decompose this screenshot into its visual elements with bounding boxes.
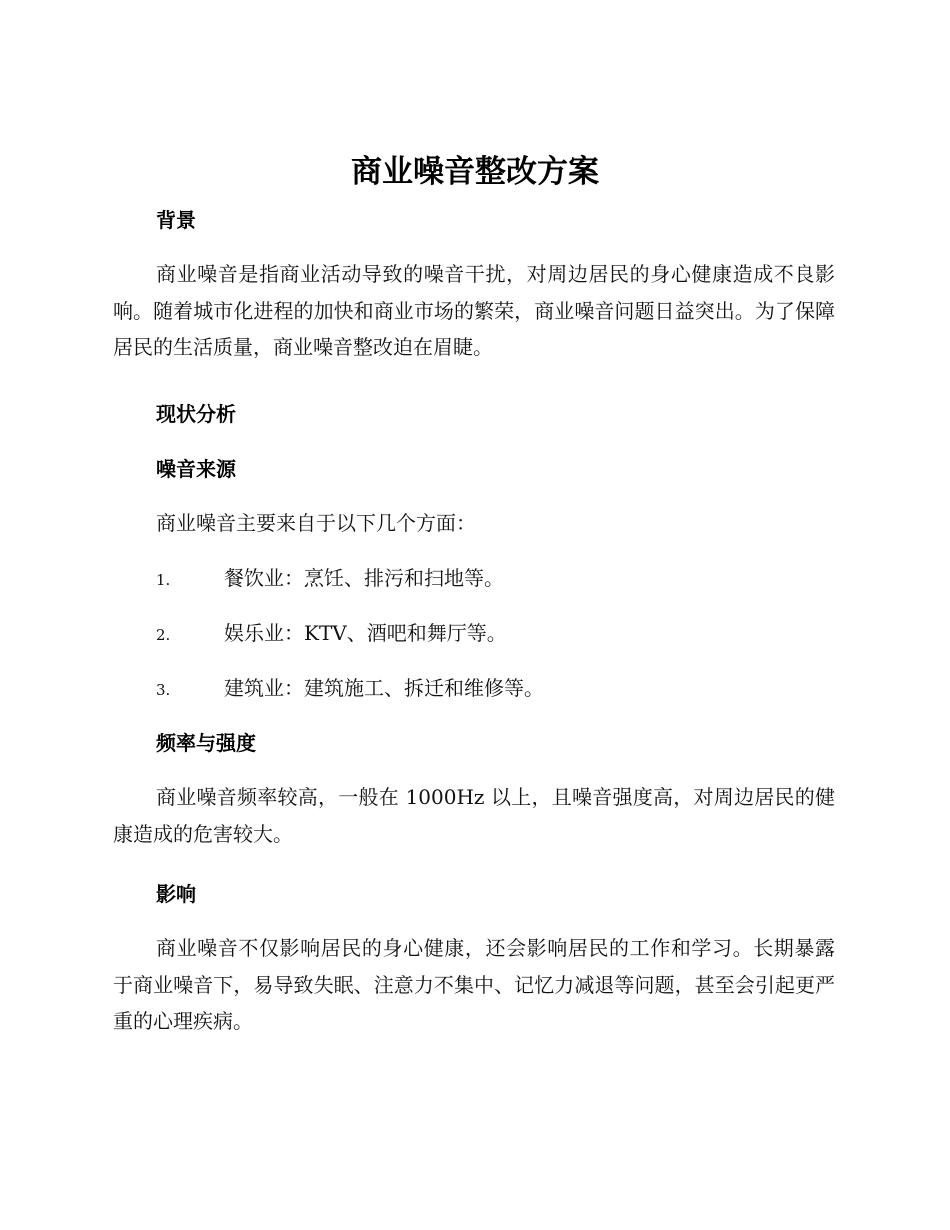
list-item-text: 建筑业：建筑施工、拆迁和维修等。 [224,676,544,700]
paragraph-background: 商业噪音是指商业活动导致的噪音干扰，对周边居民的身心健康造成不良影响。随着城市化进程的加快和商业市场的繁荣，商业噪音问题日益突出。为了保障居民的生活质量，商业噪音整改迫在眉睫。 [113,262,835,359]
paragraph-impact: 商业噪音不仅影响居民的身心健康，还会影响居民的工作和学习。长期暴露于商业噪音下，易导致失眠、注意力不集中、记忆力减退等问题，甚至会引起更严重的心理疾病。 [113,936,835,1033]
list-item [156,619,856,647]
list-item-text: 餐饮业：烹饪、排污和扫地等。 [224,566,504,590]
list-item-number: 2. [156,626,171,644]
heading-impact: 影响 [156,882,196,906]
list-item-number: 3. [156,681,171,699]
sources-intro: 商业噪音主要来自于以下几个方面： [156,511,476,535]
heading-noise-sources: 噪音来源 [156,457,236,481]
list-item-text: 娱乐业：KTV、酒吧和舞厅等。 [224,621,507,645]
list-item [156,564,856,592]
heading-background: 背景 [156,208,196,232]
list-item-number: 1. [156,571,171,589]
paragraph-frequency-intensity: 商业噪音频率较高，一般在 1000Hz 以上，且噪音强度高，对周边居民的健康造成的危害较大。 [113,785,835,846]
heading-frequency-intensity: 频率与强度 [156,731,256,755]
document-title: 商业噪音整改方案 [351,154,599,190]
list-item [156,674,856,702]
heading-status-analysis: 现状分析 [156,402,236,426]
